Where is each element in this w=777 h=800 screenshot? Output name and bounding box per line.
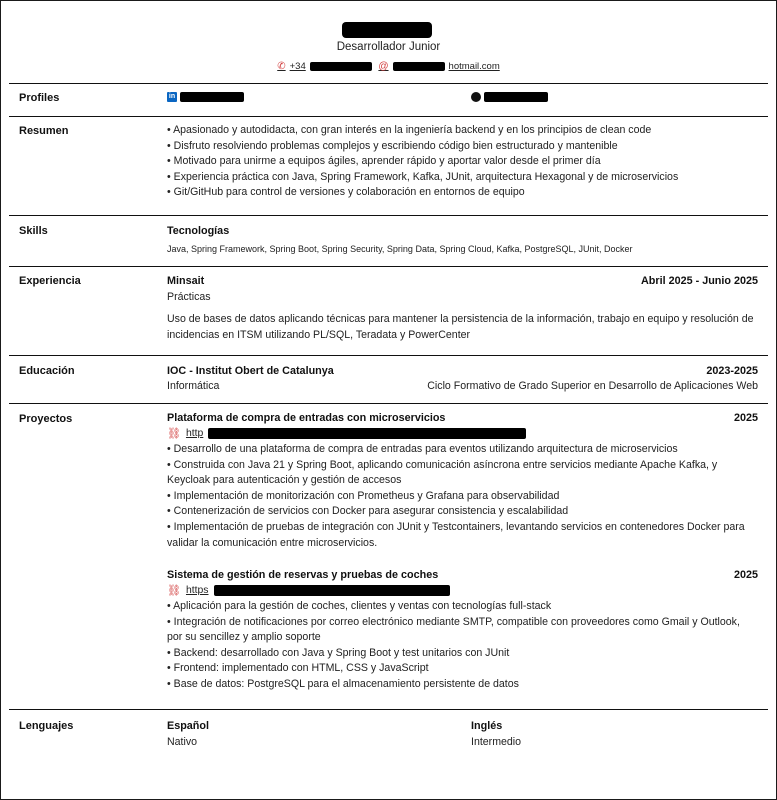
resumen-item: • Apasionado y autodidacta, con gran interés en la ingeniería backend y en los principios de clean code	[167, 124, 652, 136]
resumen-item: • Disfruto resolviendo problemas complejos y escribiendo código bien estructurado y mantenible	[167, 139, 618, 152]
language-level: Nativo	[167, 736, 198, 748]
language-name: Inglés	[471, 720, 503, 732]
education-entry	[167, 365, 758, 392]
phone-link[interactable]	[277, 61, 372, 72]
contact-line	[1, 61, 776, 72]
divider	[9, 83, 768, 84]
project-link[interactable]	[167, 427, 758, 440]
redacted-linkedin	[180, 92, 244, 102]
project-bullet: • Aplicación para la gestión de coches, clientes y ventas con tecnologías full-stack	[167, 600, 552, 612]
experience-dates: Abril 2025 - Junio 2025	[640, 275, 758, 287]
redacted-url	[214, 585, 450, 596]
skills-heading: Tecnologías	[167, 225, 230, 237]
education-dates: 2023-2025	[706, 365, 758, 377]
section-profiles-label: Profiles	[19, 92, 60, 104]
email-icon: @	[378, 61, 389, 72]
resumen-list	[167, 123, 758, 201]
divider	[9, 709, 768, 710]
project-link-prefix: https	[185, 585, 209, 596]
project-bullet: • Implementación de pruebas de integración con JUnit y Testcontainers, levantando servicios en contenedores Docker para validar la comunicación entre microservicios.	[167, 520, 745, 549]
project-bullet: • Contenerización de servicios con Docker para asegurar consistencia y escalabilidad	[167, 505, 569, 518]
divider	[9, 355, 768, 356]
project-link[interactable]	[167, 584, 758, 597]
section-resumen-label: Resumen	[19, 125, 69, 137]
language-name: Español	[167, 720, 209, 732]
redacted-email	[393, 62, 445, 71]
experience-description: Uso de bases de datos aplicando técnicas para mantener la persistencia de la información, trabajo en equipo y resolución de incidencias en ITSM utilizando PL/SQL, Teradata y PowerCenter	[167, 313, 754, 341]
section-skills-label: Skills	[19, 225, 48, 237]
project-link-prefix: http	[185, 428, 204, 439]
redacted-phone	[310, 62, 372, 71]
skills-list: Java, Spring Framework, Spring Boot, Spring Security, Spring Data, Spring Cloud, Kafka, PostgreSQL, JUnit, Docker	[167, 244, 633, 254]
phone-icon: ✆	[277, 61, 286, 72]
education-degree: Ciclo Formativo de Grado Superior en Desarrollo de Aplicaciones Web	[427, 380, 758, 392]
redacted-name	[342, 22, 432, 38]
linkedin-profile-link[interactable]	[167, 92, 244, 102]
divider	[9, 403, 768, 404]
section-educacion-label: Educación	[19, 365, 75, 377]
divider	[9, 116, 768, 117]
email-domain: hotmail.com	[448, 61, 500, 72]
language-entry	[471, 720, 521, 748]
position: Prácticas	[167, 291, 211, 303]
project-bullet: • Desarrollo de una plataforma de compra de entradas para eventos utilizando arquitectura de microservicios	[167, 443, 678, 455]
company-name: Minsait	[167, 275, 205, 287]
experience-entry	[167, 275, 758, 343]
project-bullet: • Base de datos: PostgreSQL para el almacenamiento persistente de datos	[167, 677, 519, 690]
project-year: 2025	[733, 569, 758, 581]
link-icon: ⛓	[167, 585, 181, 597]
resumen-item: • Experiencia práctica con Java, Spring Framework, Kafka, JUnit, arquitectura Hexagonal y de microservicios	[167, 170, 679, 183]
resumen-item: • Motivado para unirme a equipos ágiles, aprender rápido y aportar valor desde el primer día	[167, 155, 601, 167]
education-field: Informática	[167, 380, 220, 392]
profiles-row	[167, 92, 758, 106]
section-lenguajes-label: Lenguajes	[19, 720, 74, 732]
language-entry	[167, 720, 209, 748]
project-entry	[167, 569, 758, 693]
email-link[interactable]	[378, 61, 499, 72]
language-level: Intermedio	[471, 736, 522, 748]
linkedin-icon: in	[168, 93, 176, 100]
project-bullet: • Construida con Java 21 y Spring Boot, aplicando comunicación asíncrona entre servicios mediante Apache Kafka, y Keycloak para autenticación y gestión de accesos	[167, 458, 718, 487]
github-icon	[471, 92, 481, 102]
resumen-item: • Git/GitHub para control de versiones y colaboración en entornos de equipo	[167, 186, 525, 198]
project-title: Plataforma de compra de entradas con microservicios	[167, 412, 446, 424]
redacted-url	[208, 428, 526, 439]
project-year: 2025	[733, 412, 758, 424]
project-bullet: • Backend: desarrollado con Java y Spring Boot y test unitarios con JUnit	[167, 646, 510, 659]
job-title: Desarrollador Junior	[336, 41, 441, 53]
project-bullet: • Implementación de monitorización con Prometheus y Grafana para observabilidad	[167, 489, 560, 502]
divider	[9, 215, 768, 216]
link-icon: ⛓	[167, 428, 181, 440]
project-entry	[167, 412, 758, 551]
school-name: IOC - Institut Obert de Catalunya	[167, 365, 334, 377]
project-bullet: • Frontend: implementado con HTML, CSS y JavaScript	[167, 662, 429, 675]
section-proyectos-label: Proyectos	[19, 413, 73, 425]
project-bullet: • Integración de notificaciones por correo electrónico mediante SMTP, compatible con proveedores como Gmail y Outlook, por su sencillez y amplio soporte	[167, 615, 740, 644]
github-profile-link[interactable]	[471, 92, 548, 102]
project-title: Sistema de gestión de reservas y pruebas de coches	[167, 569, 439, 581]
redacted-github	[484, 92, 548, 102]
section-experiencia-label: Experiencia	[19, 275, 81, 287]
skills-block	[167, 225, 758, 254]
phone-prefix: +34	[289, 61, 306, 72]
languages-row	[167, 720, 758, 752]
divider	[9, 266, 768, 267]
